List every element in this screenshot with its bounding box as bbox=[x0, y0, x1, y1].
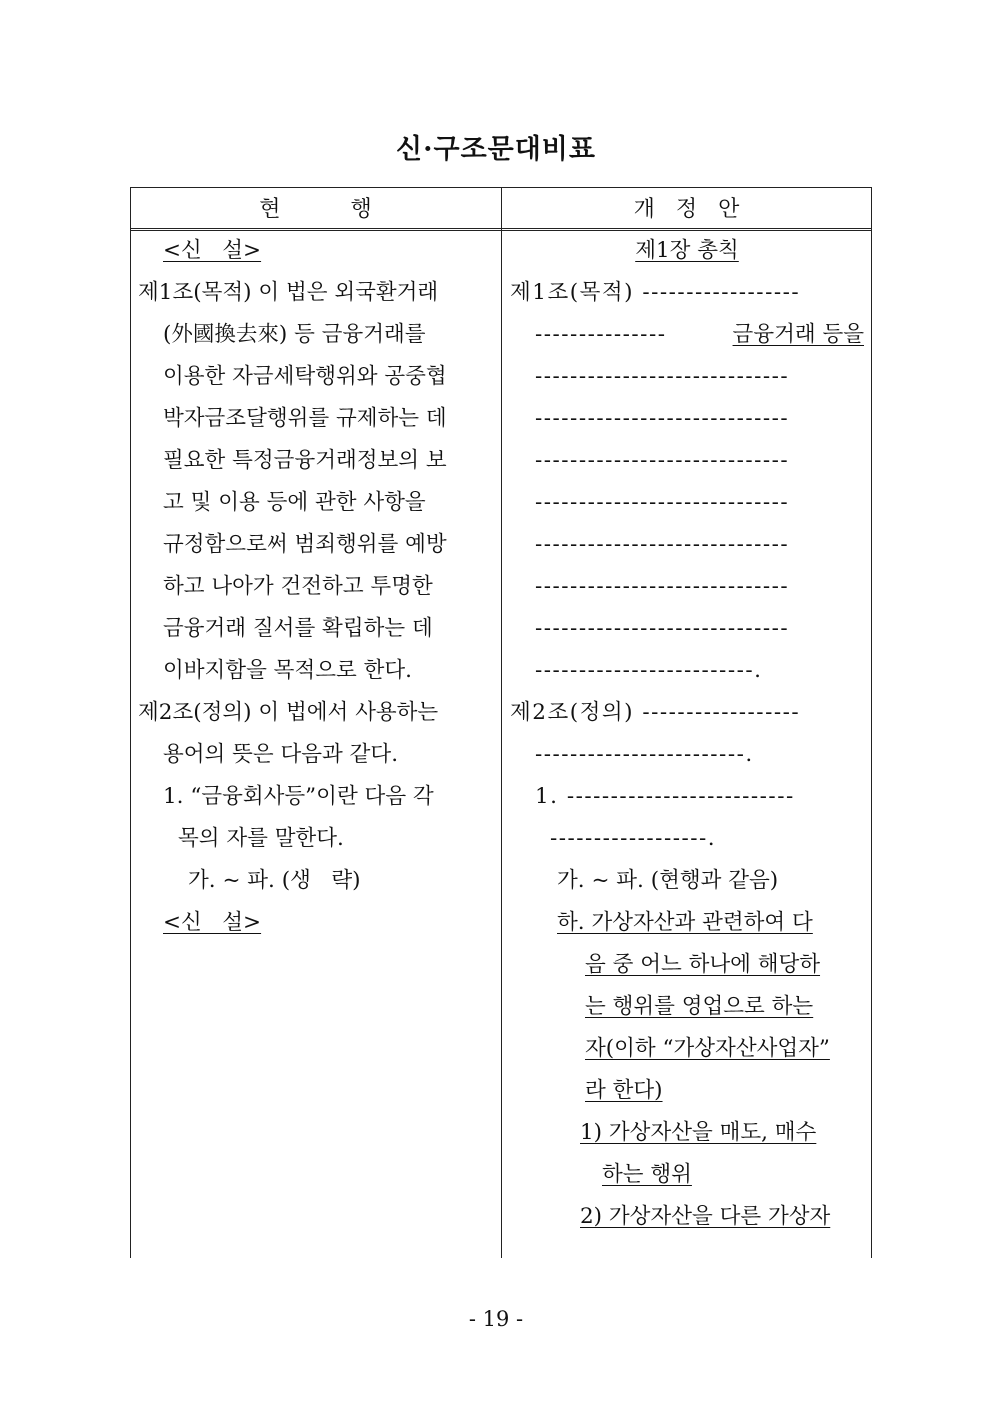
article-2-subitems: 가. ~ 파. (현행과 같음) bbox=[557, 868, 779, 893]
article-1-line: 하고 나아가 건전하고 투명한 bbox=[163, 574, 433, 599]
article-1-line: 고 및 이용 등에 관한 사항을 bbox=[163, 490, 426, 515]
article-1-line: (外國換去來) 등 금융거래를 bbox=[163, 322, 426, 347]
article-1-line: 박자금조달행위를 규제하는 데 bbox=[163, 406, 447, 431]
new-item-ha-line: 음 중 어느 하나에 해당하 bbox=[585, 952, 821, 977]
chapter-1-heading: 제1장 총칙 bbox=[635, 238, 739, 263]
column-divider bbox=[501, 187, 502, 1258]
header-current-law: 현 행 bbox=[259, 197, 372, 222]
article-1-line: ----------------------------- bbox=[535, 406, 790, 431]
article-1-line: ----------------------------- bbox=[535, 448, 790, 473]
article-2-item-1-line: ------------------. bbox=[550, 826, 717, 851]
article-1-line: 필요한 특정금융거래정보의 보 bbox=[163, 448, 447, 473]
article-1-line: --------------- 금융거래 등을 bbox=[535, 322, 864, 347]
document-title: 신·구조문대비표 bbox=[396, 134, 596, 165]
article-1-line: ----------------------------- bbox=[535, 616, 790, 641]
article-2-line: 용어의 뜻은 다음과 같다. bbox=[163, 742, 399, 767]
article-1-line: 이바지함을 목적으로 한다. bbox=[163, 658, 412, 683]
article-1-line: 금융거래 질서를 확립하는 데 bbox=[163, 616, 433, 641]
article-1-line: ----------------------------- bbox=[535, 490, 790, 515]
article-1-line: -------------------------. bbox=[535, 658, 763, 683]
article-2-item-1: 1. “금융회사등”이란 다음 각 bbox=[163, 784, 434, 809]
new-item-ha-line: 자(이하 “가상자산사업자” bbox=[585, 1036, 830, 1061]
new-provision-marker: <신 설> bbox=[163, 238, 262, 263]
new-item-ha-line: 는 행위를 영업으로 하는 bbox=[585, 994, 814, 1019]
article-2-line: ------------------------. bbox=[535, 742, 754, 767]
new-item-ha: 하. 가상자산과 관련하여 다 bbox=[557, 910, 813, 935]
article-2-heading: 제2조(정의) ------------------ bbox=[510, 700, 801, 725]
article-1-line: ----------------------------- bbox=[535, 364, 790, 389]
new-item-ha-sub-1-line: 하는 행위 bbox=[602, 1162, 692, 1187]
new-item-ha-sub-2: 2) 가상자산을 다른 가상자 bbox=[580, 1204, 831, 1229]
article-1-line: 이용한 자금세탁행위와 공중협 bbox=[163, 364, 447, 389]
new-item-ha-sub-1: 1) 가상자산을 매도, 매수 bbox=[580, 1120, 817, 1145]
article-1-line: ----------------------------- bbox=[535, 532, 790, 557]
article-1-line: ----------------------------- bbox=[535, 574, 790, 599]
article-1-heading: 제1조(목적) 이 법은 외국환거래 bbox=[138, 280, 439, 305]
new-item-ha-line: 라 한다) bbox=[585, 1078, 663, 1103]
new-provision-marker: <신 설> bbox=[163, 910, 262, 935]
article-2-heading: 제2조(정의) 이 법에서 사용하는 bbox=[138, 700, 439, 725]
article-1-line: 규정함으로써 범죄행위를 예방 bbox=[163, 532, 447, 557]
header-double-rule bbox=[130, 228, 872, 231]
header-amendment: 개 정 안 bbox=[633, 197, 740, 222]
page-number: - 19 - bbox=[468, 1307, 524, 1331]
article-2-subitems: 가. ~ 파. (생 략) bbox=[188, 868, 361, 893]
article-2-item-1-line: 목의 자를 말한다. bbox=[178, 826, 344, 851]
article-1-heading: 제1조(목적) ------------------ bbox=[510, 280, 801, 305]
article-2-item-1: 1. -------------------------- bbox=[535, 784, 795, 809]
